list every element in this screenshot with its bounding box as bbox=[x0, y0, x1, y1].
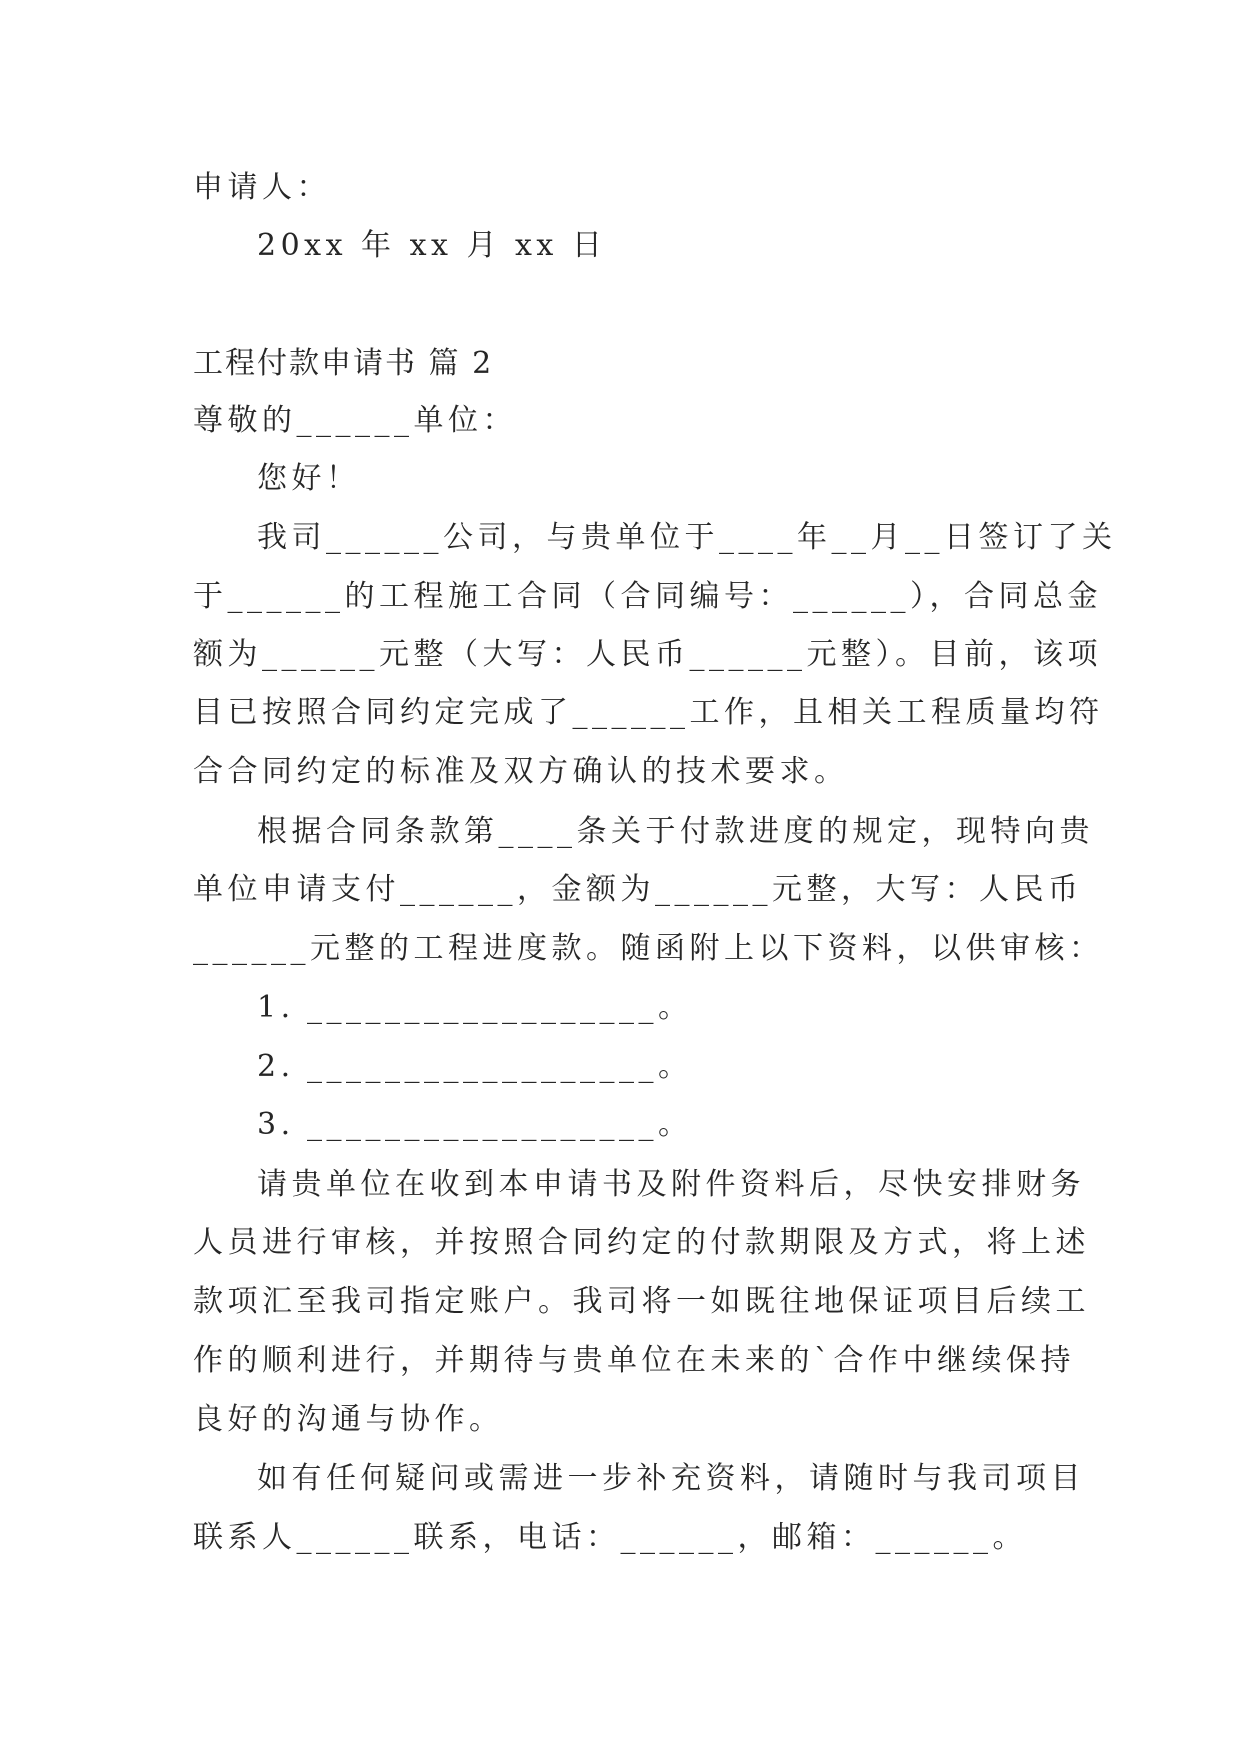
paragraph-line: 根据合同条款第____条关于付款进度的规定，现特向贵 bbox=[257, 814, 1094, 849]
attachment-number: 2. bbox=[257, 1049, 295, 1084]
paragraph-line: 请贵单位在收到本申请书及附件资料后，尽快安排财务 bbox=[257, 1167, 1085, 1202]
paragraph-line: ______元整的工程进度款。随函附上以下资料，以供审核： bbox=[193, 931, 1104, 966]
attachment-item bbox=[257, 1047, 693, 1087]
paragraph-line: 我司______公司，与贵单位于____年__月__日签订了关 bbox=[257, 520, 1117, 555]
greeting: 您好！ bbox=[257, 461, 361, 496]
paragraph-line: 合合同约定的标准及双方确认的技术要求。 bbox=[193, 754, 849, 789]
section-title: 工程付款申请书 篇 2 bbox=[193, 346, 494, 381]
paragraph-line: 如有任何疑问或需进一步补充资料，请随时与我司项目 bbox=[257, 1461, 1085, 1496]
paragraph-line: 目已按照合同约定完成了______工作，且相关工程质量均符 bbox=[193, 695, 1104, 730]
attachment-blank: __________________。 bbox=[307, 1049, 693, 1084]
applicant-label: 申请人： bbox=[193, 170, 331, 205]
attachment-number: 1. bbox=[257, 990, 295, 1025]
paragraph-line: 良好的沟通与协作。 bbox=[193, 1402, 504, 1437]
paragraph-line: 款项汇至我司指定账户。我司将一如既往地保证项目后续工 bbox=[193, 1284, 1090, 1319]
paragraph-line: 联系人______联系，电话：______，邮箱：______。 bbox=[193, 1520, 1027, 1555]
salutation: 尊敬的______单位： bbox=[193, 403, 517, 438]
attachment-item bbox=[257, 1105, 693, 1145]
paragraph-line: 额为______元整（大写：人民币______元整）。目前，该项 bbox=[193, 637, 1102, 672]
attachment-number: 3. bbox=[257, 1107, 295, 1142]
paragraph-line: 于______的工程施工合同（合同编号：______），合同总金 bbox=[193, 579, 1102, 614]
paragraph-line: 单位申请支付______，金额为______元整，大写：人民币 bbox=[193, 872, 1083, 907]
paragraph-line: 人员进行审核，并按照合同约定的付款期限及方式，将上述 bbox=[193, 1225, 1090, 1260]
date-line: 20xx 年 xx 月 xx 日 bbox=[257, 228, 607, 263]
attachment-item bbox=[257, 988, 693, 1028]
paragraph-line: 作的顺利进行，并期待与贵单位在未来的`合作中继续保持 bbox=[193, 1343, 1075, 1378]
attachment-blank: __________________。 bbox=[307, 1107, 693, 1142]
attachment-blank: __________________。 bbox=[307, 990, 693, 1025]
